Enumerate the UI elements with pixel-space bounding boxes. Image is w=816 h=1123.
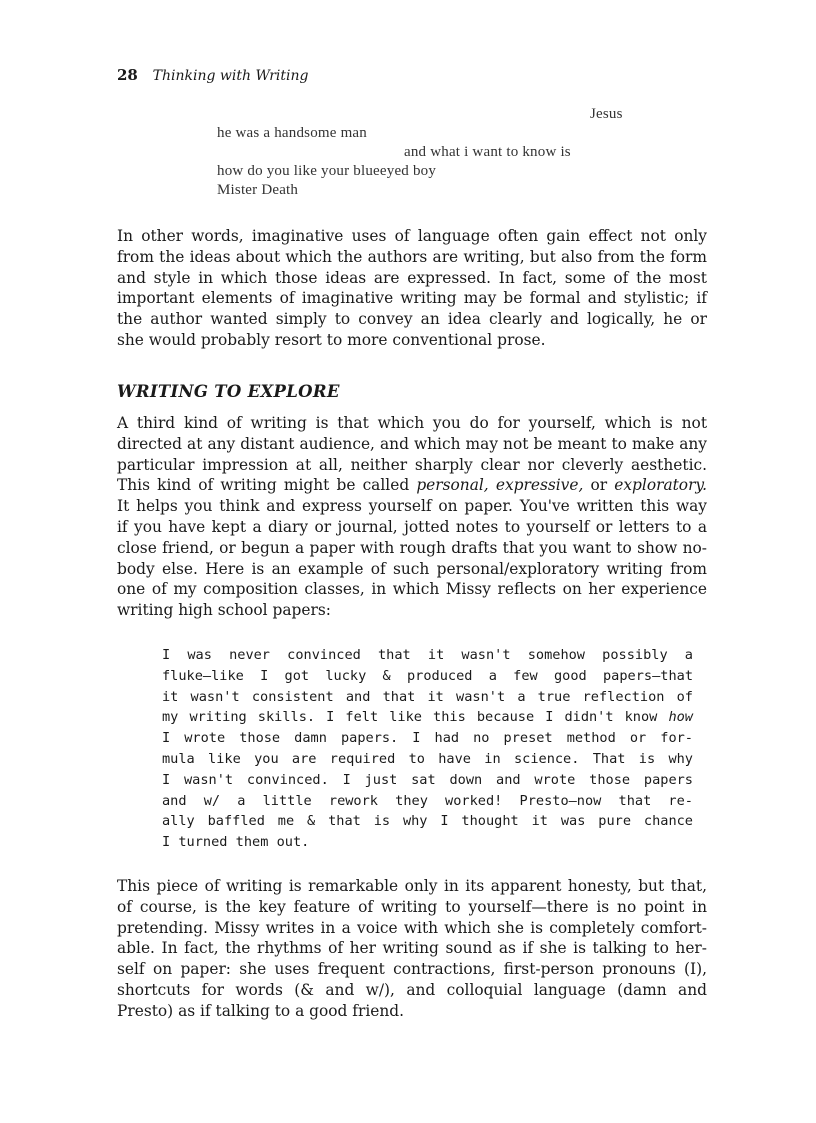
- text-line: able. In fact, the rhythms of her writing sound as if she is talking to her-: [117, 939, 707, 958]
- text-line: This piece of writing is remarkable only in its apparent honesty, but that,: [117, 877, 707, 895]
- quote-line: it wasn't consistent and that it wasn't a true reflection of: [162, 688, 693, 705]
- paragraph-imaginative-language: [117, 226, 707, 351]
- emphasis-text: personal, expressive,: [416, 476, 584, 495]
- text-line: directed at any distant audience, and which may not be meant to make any: [117, 434, 707, 453]
- quote-line: I wrote those damn papers. I had no preset method or for-: [162, 730, 693, 747]
- quote-line: fluke—like I got lucky & produced a few good papers—that: [162, 667, 693, 684]
- text-line: she would probably resort to more conventional prose.: [117, 330, 546, 349]
- text-run: my writing skills. I felt like this because I didn't know: [162, 709, 669, 726]
- text-line: important elements of imaginative writing may be formal and stylistic; if: [117, 289, 707, 308]
- text-line: self on paper: she uses frequent contractions, first-person pronouns (I),: [117, 960, 707, 979]
- text-line: A third kind of writing is that which you do for yourself, which is not: [117, 414, 707, 432]
- emphasis-text: exploratory.: [614, 476, 707, 495]
- emphasis-text: how: [668, 709, 693, 726]
- text-line: if you have kept a diary or journal, jotted notes to yourself or letters to a: [117, 517, 707, 536]
- paragraph-analysis: [117, 876, 707, 1022]
- quote-line: ally baffled me & that is why I thought it was pure chance: [162, 813, 693, 830]
- quote-line: and w/ a little rework they worked! Presto—now that re-: [162, 792, 693, 809]
- text-line: In other words, imaginative uses of language often gain effect not only: [117, 227, 707, 245]
- poem-line: how do you like your blueeyed boy: [217, 163, 437, 179]
- text-line: close friend, or begun a paper with rough drafts that you want to show no-: [117, 538, 707, 557]
- text-line: Presto) as if talking to a good friend.: [117, 1001, 405, 1020]
- text-line: particular impression at all, neither sharply clear nor cleverly aesthetic.: [117, 455, 707, 474]
- text-run: or: [583, 476, 615, 495]
- poem-line: Jesus: [590, 106, 623, 122]
- quote-line: I wasn't convinced. I just sat down and wrote those papers: [162, 771, 693, 788]
- text-line: one of my composition classes, in which Missy reflects on her experience: [117, 580, 707, 599]
- quote-line: [162, 707, 693, 728]
- text-line: pretending. Missy writes in a voice with which she is completely comfort-: [117, 918, 707, 937]
- text-line: [117, 475, 707, 496]
- text-line: from the ideas about which the authors are writing, but also from the form: [117, 247, 707, 266]
- poem-line: Mister Death: [217, 182, 299, 198]
- block-quote: [162, 645, 693, 853]
- text-line: It helps you think and express yourself on paper. You've written this way: [117, 497, 707, 516]
- text-line: writing high school papers:: [117, 601, 331, 620]
- text-line: and style in which those ideas are expressed. In fact, some of the most: [117, 268, 707, 287]
- text-line: of course, is the key feature of writing to yourself—there is no point in: [117, 897, 707, 916]
- paragraph-writing-to-explore: [117, 413, 707, 621]
- poem-line: he was a handsome man: [217, 125, 367, 141]
- page-number: 28: [117, 66, 138, 84]
- text-line: body else. Here is an example of such personal/exploratory writing from: [117, 559, 707, 578]
- section-heading: WRITING TO EXPLORE: [117, 382, 340, 401]
- quote-line: mula like you are required to have in science. That is why: [162, 750, 693, 767]
- text-line: shortcuts for words (& and w/), and colloquial language (damn and: [117, 980, 707, 999]
- poem-line: and what i want to know is: [404, 144, 571, 160]
- running-title: Thinking with Writing: [152, 68, 309, 84]
- text-run: This kind of writing might be called: [117, 476, 417, 495]
- running-header: [117, 66, 308, 84]
- text-line: the author wanted simply to convey an idea clearly and logically, he or: [117, 310, 707, 329]
- quote-line: I was never convinced that it wasn't somehow possibly a: [162, 647, 693, 663]
- quote-line: I turned them out.: [162, 834, 310, 851]
